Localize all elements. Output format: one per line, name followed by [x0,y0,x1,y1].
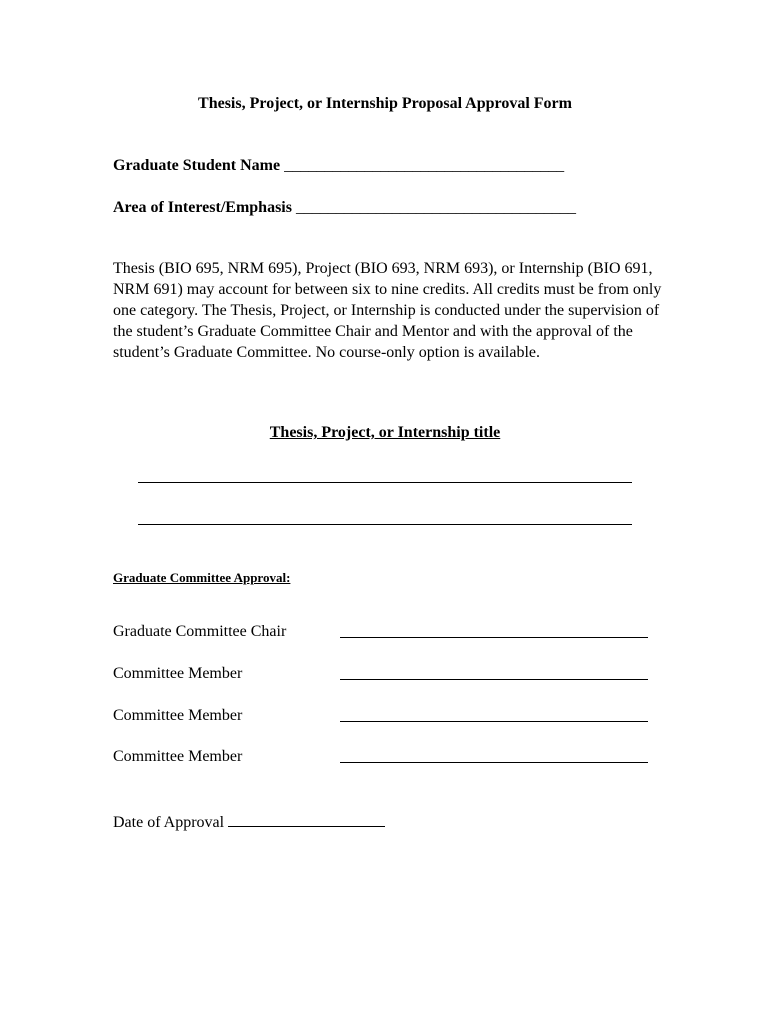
signature-row-chair [113,623,653,641]
title-section-heading: Thesis, Project, or Internship title [269,424,501,441]
date-of-approval-field [113,812,385,832]
signature-line[interactable] [340,762,648,763]
student-name-field [113,157,564,175]
signature-row-member-3 [113,748,653,766]
signature-label: Graduate Committee Chair [113,623,287,640]
signature-label: Committee Member [113,707,243,724]
area-of-interest-field [113,199,576,217]
signature-line[interactable] [340,721,648,722]
approval-heading: Graduate Committee Approval: [113,570,291,585]
title-blank-line-2[interactable] [138,524,632,525]
student-name-label: Graduate Student Name [113,157,281,174]
student-name-blank[interactable]: ___________________________________ [284,157,565,174]
title-blank-line-1[interactable] [138,482,632,483]
signature-row-member-2 [113,707,653,725]
signature-line[interactable] [340,679,648,680]
area-of-interest-label: Area of Interest/Emphasis [113,199,292,216]
area-of-interest-blank[interactable]: ___________________________________ [295,199,576,216]
signature-label: Committee Member [113,748,243,765]
credits-description: Thesis (BIO 695, NRM 695), Project (BIO 693, NRM 693), or Internship (BIO 691, NRM 691) may account for between six to nine credits. All credits must be from only one category. The Thesis, Project, or Internship is conducted under the supervision of the student’s Graduate Committee Chair and Mentor and with the approval of the student’s Graduate Committee. No course-only option is available. [113,260,662,361]
date-of-approval-line[interactable] [228,812,385,827]
date-of-approval-label: Date of Approval [113,814,225,831]
signature-line[interactable] [340,637,648,638]
form-title: Thesis, Project, or Internship Proposal Approval Form [198,95,572,112]
signature-row-member-1 [113,665,653,683]
signature-label: Committee Member [113,665,243,682]
